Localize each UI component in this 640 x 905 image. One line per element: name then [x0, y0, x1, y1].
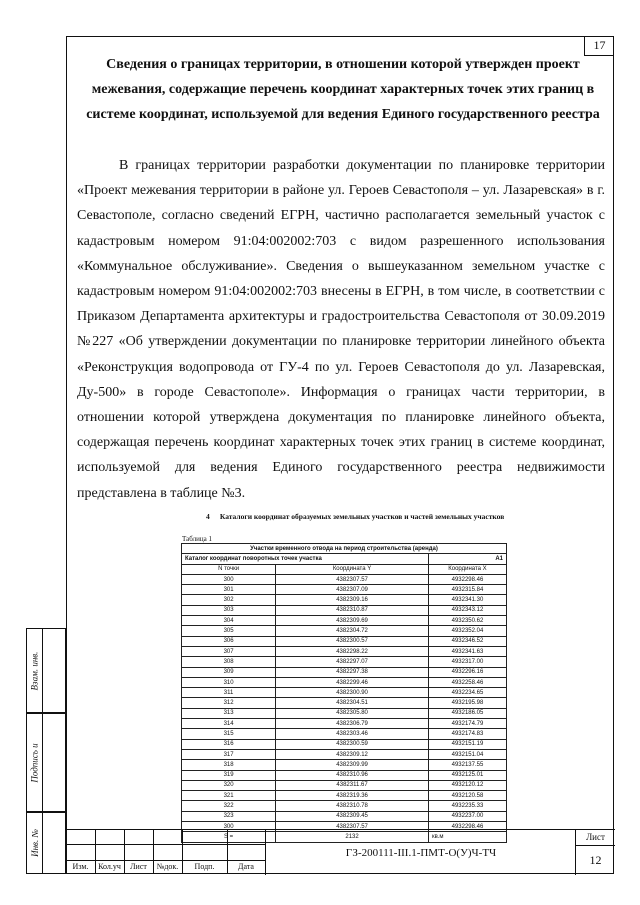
cell-point: 321	[182, 791, 276, 801]
cell-x: 4932341.63	[428, 646, 506, 656]
cell-point: 318	[182, 760, 276, 770]
cell-x: 4932350.62	[428, 616, 506, 626]
cell-x: 4932315.84	[428, 585, 506, 595]
cell-point: 309	[182, 667, 276, 677]
table-row	[182, 605, 507, 615]
stamp-col-kol: Кол.уч	[98, 862, 121, 871]
cell-point: 319	[182, 770, 276, 780]
cell-x: 4932174.83	[428, 729, 506, 739]
cell-y: 4382305.80	[276, 708, 429, 718]
table-row	[182, 616, 507, 626]
table-row	[182, 719, 507, 729]
cell-y: 4382300.57	[276, 636, 429, 646]
caption-number: 4	[206, 512, 210, 521]
cell-x: 4932186.05	[428, 708, 506, 718]
table-header-id: А1	[428, 554, 506, 564]
side-stamp-replace	[26, 628, 66, 713]
cell-y: 4382310.96	[276, 770, 429, 780]
sheet-number: 12	[589, 853, 602, 867]
cell-point: 315	[182, 729, 276, 739]
cell-x: 4932151.04	[428, 749, 506, 759]
cell-x: 4932137.55	[428, 760, 506, 770]
side-label-signature: Подпись и	[29, 742, 40, 783]
table-row	[182, 636, 507, 646]
sheet-box	[575, 829, 615, 875]
cell-point: 312	[182, 698, 276, 708]
cell-y: 4382309.12	[276, 749, 429, 759]
cell-y: 4382300.59	[276, 739, 429, 749]
table-row	[182, 770, 507, 780]
cell-point: 305	[182, 626, 276, 636]
cell-x: 4932346.52	[428, 636, 506, 646]
cell-x: 4932125.01	[428, 770, 506, 780]
cell-x: 4932237.00	[428, 811, 506, 821]
table-row	[182, 791, 507, 801]
table-row	[182, 749, 507, 759]
cell-point: 304	[182, 616, 276, 626]
cell-y: 4382311.67	[276, 780, 429, 790]
cell-y: 4382310.87	[276, 605, 429, 615]
cell-y: 4382309.69	[276, 616, 429, 626]
cell-x: 4932234.65	[428, 688, 506, 698]
stamp-col-izm: Изм.	[72, 862, 89, 871]
cell-point: 311	[182, 688, 276, 698]
caption-text: Каталоги координат образуемых земельных участков и частей земельных участков	[219, 512, 505, 521]
area-unit: кв.м	[428, 832, 506, 842]
cell-y: 4382309.99	[276, 760, 429, 770]
area-label: S =	[182, 832, 276, 842]
cell-x: 4932174.79	[428, 719, 506, 729]
table-row	[182, 585, 507, 595]
col-header-point: N точки	[182, 564, 276, 574]
coordinates-table	[181, 543, 507, 843]
side-stamp-signature	[26, 713, 66, 812]
table-row	[182, 595, 507, 605]
table-row	[182, 708, 507, 718]
section-title: Сведения о границах территории, в отношении которой утвержден проект межевания, содержащие перечень координат характерных точек этих границ в системе координат, используемой для ведения Единого государственного реестра	[86, 57, 600, 122]
cell-point: 300	[182, 574, 276, 584]
body-text: В границах территории разработки документации по планировке территории «Проект межевания территории в районе ул. Героев Севастополя – ул. Лазаревская» в г. Севастополе, согласно сведений ЕГРН, частично располагается земельный участок с кадастровым номером 91:04:002002:703 с видом разрешенного использования «Коммунальное обслуживание». Сведения о вышеуказанном земельном участке с кадастровым номером 91:04:002002:703 внесены в ЕГРН, в том числе, в соответствии с Приказом Департамента архитектуры и градостроительства Севастополя от 30.09.2019 №227 «Об утверждении документации по планировке территории линейного объекта «Реконструкция водопровода от ГУ-4 по ул. Героев Севастополя до ул. Лазаревская, Ду-500» в городе Севастополе». Информация о границах части территории, в отношении которой утверждена документация по планировке линейного объекта, содержащая перечень координат характерных точек этих границ в системе координат, используемой для ведения Единого государственного реестра недвижимости представлена в таблице №3.	[77, 158, 605, 501]
cell-point: 308	[182, 657, 276, 667]
cell-point: 323	[182, 811, 276, 821]
cell-x: 4932120.12	[428, 780, 506, 790]
cell-x: 4932298.46	[428, 822, 506, 832]
table-row	[182, 677, 507, 687]
cell-x: 4932341.30	[428, 595, 506, 605]
table-row	[182, 811, 507, 821]
cell-point: 302	[182, 595, 276, 605]
cell-y: 4382298.22	[276, 646, 429, 656]
cell-point: 303	[182, 605, 276, 615]
area-value: 2132	[276, 832, 429, 842]
table-row	[182, 688, 507, 698]
cell-point: 301	[182, 585, 276, 595]
table-row	[182, 574, 507, 584]
table-row	[182, 780, 507, 790]
cell-y: 4382307.09	[276, 585, 429, 595]
table-row	[182, 626, 507, 636]
cell-point: 314	[182, 719, 276, 729]
document-code: ГЗ-200111-III.1-ПМТ-О(У)Ч-ТЧ	[265, 829, 576, 875]
cell-point: 316	[182, 739, 276, 749]
cell-y: 4382300.90	[276, 688, 429, 698]
cell-point: 313	[182, 708, 276, 718]
cell-y: 4382307.57	[276, 574, 429, 584]
title-block	[66, 829, 614, 874]
cell-x: 4932343.12	[428, 605, 506, 615]
cell-y: 4382309.16	[276, 595, 429, 605]
side-label-replace: Взам. инв.	[29, 651, 40, 690]
body-paragraph	[77, 153, 605, 506]
cell-y: 4382297.07	[276, 657, 429, 667]
table-row	[182, 646, 507, 656]
col-header-x: Координата X	[428, 564, 506, 574]
cell-x: 4932258.46	[428, 677, 506, 687]
cell-point: 306	[182, 636, 276, 646]
table-row	[182, 739, 507, 749]
table-caption	[206, 511, 506, 522]
table-row	[182, 698, 507, 708]
side-stamp-inventory	[26, 812, 66, 874]
stamp-col-ndok: №док.	[156, 862, 179, 871]
table-row	[182, 760, 507, 770]
table-row	[182, 667, 507, 677]
cell-x: 4932120.58	[428, 791, 506, 801]
cell-x: 4932352.04	[428, 626, 506, 636]
cell-x: 4932296.16	[428, 667, 506, 677]
cell-point: 310	[182, 677, 276, 687]
cell-point: 320	[182, 780, 276, 790]
stamp-col-list: Лист	[130, 862, 147, 871]
stamp-col-data: Дата	[238, 862, 254, 871]
page-number-box: 17	[584, 36, 614, 56]
cell-y: 4382306.79	[276, 719, 429, 729]
side-label-inventory: Инв. №	[29, 829, 40, 857]
cell-point: 307	[182, 646, 276, 656]
revision-grid	[66, 829, 265, 874]
cell-point: 300	[182, 822, 276, 832]
cell-y: 4382319.36	[276, 791, 429, 801]
table-row	[182, 729, 507, 739]
table-header-catalog: Каталог координат поворотных точек участка	[182, 554, 429, 564]
table-row	[182, 657, 507, 667]
cell-y: 4382304.51	[276, 698, 429, 708]
table-header-main: Участки временного отвода на период строительства (аренда)	[182, 544, 507, 554]
cell-y: 4382310.78	[276, 801, 429, 811]
cell-y: 4382303.46	[276, 729, 429, 739]
table-label: Таблица 1	[182, 535, 212, 543]
cell-x: 4932298.46	[428, 574, 506, 584]
cell-x: 4932317.00	[428, 657, 506, 667]
cell-y: 4382309.45	[276, 811, 429, 821]
table-row	[182, 801, 507, 811]
cell-x: 4932235.33	[428, 801, 506, 811]
cell-x: 4932151.19	[428, 739, 506, 749]
sheet-label: Лист	[576, 830, 615, 846]
col-header-y: Координата Y	[276, 564, 429, 574]
stamp-col-podp: Подп.	[194, 862, 215, 871]
cell-point: 322	[182, 801, 276, 811]
cell-y: 4382297.38	[276, 667, 429, 677]
cell-x: 4932195.98	[428, 698, 506, 708]
cell-y: 4382304.72	[276, 626, 429, 636]
cell-point: 317	[182, 749, 276, 759]
cell-y: 4382307.57	[276, 822, 429, 832]
cell-y: 4382299.46	[276, 677, 429, 687]
